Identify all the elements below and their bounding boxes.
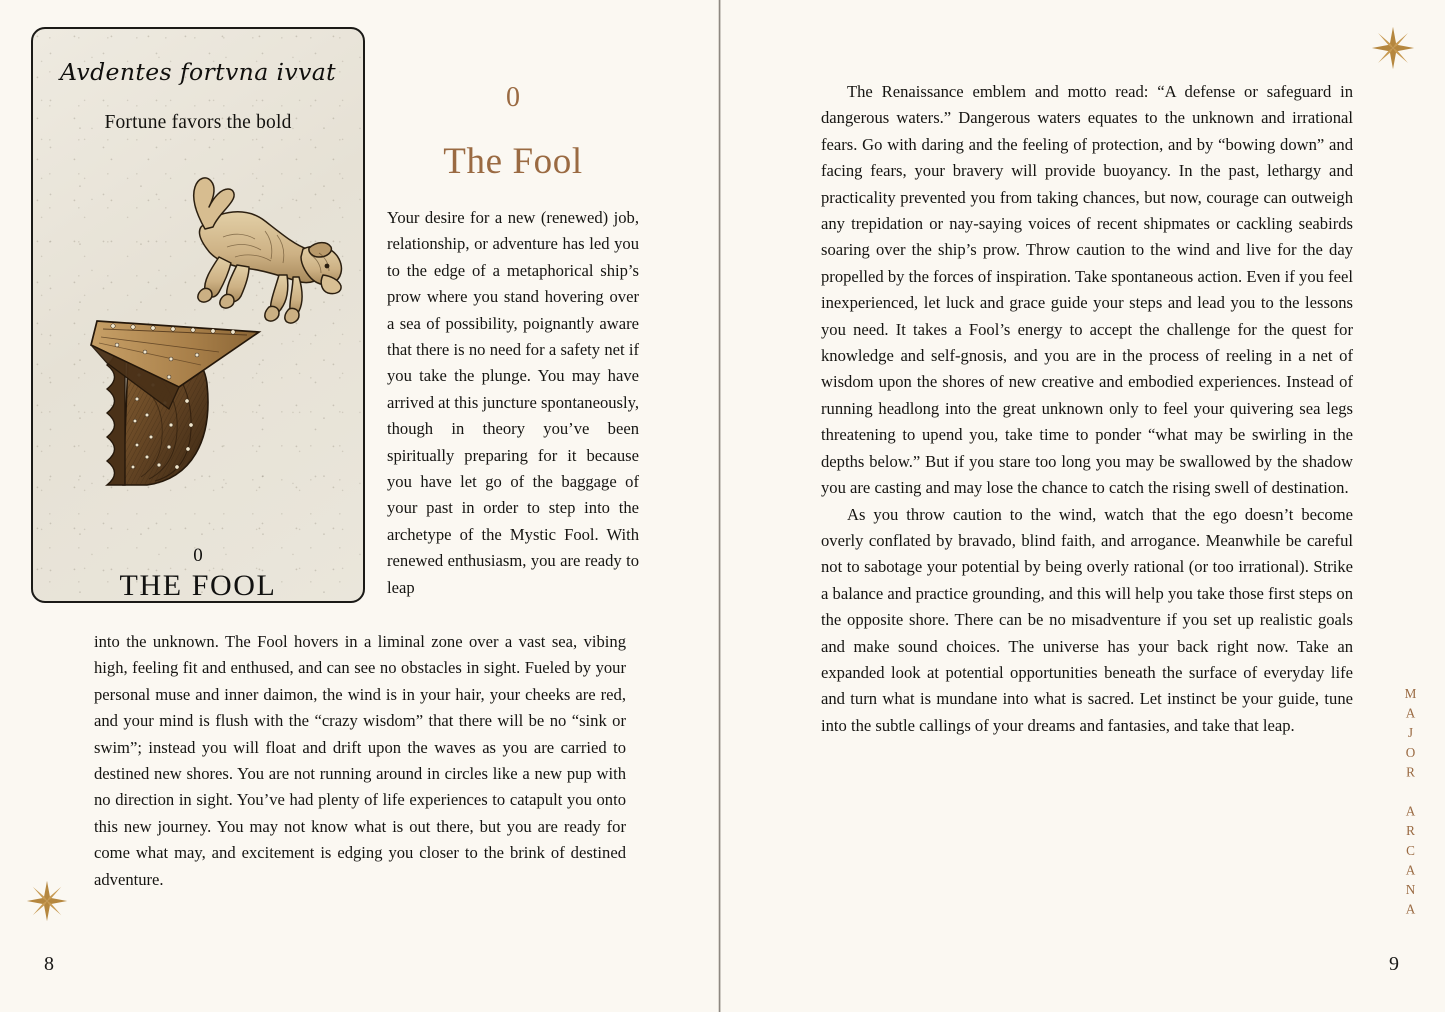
- right-page-body: [821, 79, 1353, 739]
- card-title: THE FOOL: [119, 569, 277, 602]
- body-paragraph-2: As you throw caution to the wind, watch that the ego doesn’t become overly conflated by bravado, blind faith, and arrogance. Meanwhile be careful not to sabotage your potential by being overly rational (or too irrational). Strike a balance and practice grounding, and this will help you take those first steps on the opposite shore. There can be no misadventure if you set up realistic goals and make sound choices. The universe has your back right now. Take an expanded look at potential opportunities beneath the surface of everyday life and turn what is mundane into what is sacred. Let instinct be your guide, tune into the subtle callings of your dreams and fantasies, and take that leap.: [821, 504, 1353, 735]
- tarot-card: [31, 27, 365, 603]
- eight-pointed-star-icon: [26, 880, 68, 922]
- card-motto-latin: Avdentes fortvna ivvat: [60, 58, 336, 86]
- body-paragraph-1: The Renaissance emblem and motto read: “A defense or safeguard in dangerous waters.” Dangerous waters equates to the unknown and irrational fears. Go with daring and the feeling of protection, and by “bowing down” and facing fears, your bravery will provide buoyancy. In the past, lethargy and practicality prevented you from taking chances, but now, courage can outweigh any trepidation or nay-saying voices of recent shipmates or cackling seabirds soaring over the ship’s prow. Throw caution to the wind and live for the day propelled by the forces of inspiration. Take spontaneous action. Even if you feel inexperienced, let luck and grace guide your steps and lead you to the lessons you need. It takes a Fool’s energy to accept the challenge for the quest for knowledge and self-gnosis, and you are in the process of reeling in a net of wisdom upon the shores of new creative and embodied experiences. Instead of running headlong into the great unknown only to feel your quivering sea legs threatening to upend you, take time to ponder “what may be swirling in the depths below.” But if you stare too long you may be swallowed by the shadow you are casting and may lose the chance to catch the rising swell of destination.: [821, 82, 1353, 498]
- running-head-major-arcana: MAJOR ARCANA: [1403, 686, 1418, 922]
- card-motto-english: Fortune favors the bold: [104, 112, 292, 133]
- intro-paragraph-full-width: into the unknown. The Fool hovers in a liminal zone over a vast sea, vibing high, feeling fit and enthused, and can see no obstacles in sight. Fueled by your personal muse and inner daimon, the wind is in your hair, your cheeks are red, and your mind is flush with the “crazy wisdom” that there will be no “sink or swim”; instead you will float and drift upon the waves as you are carried to destined new shores. You are not running around in circles like a new pup with no direction in sight. You’ve had plenty of life experiences to catapult you onto this new journey. You may not know what is out there, but you are ready for come what may, and excitement is edging you closer to the brink of destined adventure.: [94, 632, 626, 889]
- dog-eye: [325, 264, 330, 269]
- eight-pointed-star-icon: [1371, 26, 1415, 70]
- right-page: [721, 0, 1445, 1012]
- left-page: [0, 0, 718, 1012]
- page-number-right: 9: [1389, 953, 1399, 975]
- page-number-left: 8: [44, 953, 54, 975]
- dog-leaping-from-ship-prow-illustration: [51, 149, 351, 499]
- chapter-number: 0: [506, 82, 520, 113]
- card-number: 0: [193, 545, 203, 566]
- page-title: The Fool: [443, 141, 583, 182]
- intro-paragraph-narrow-column: Your desire for a new (renewed) job, relationship, or adventure has led you to the edge of a metaphorical ship’s prow where you stand hovering over a sea of possibility, poignantly aware that there is no need for a safety net if you take the plunge. You may have arrived at this juncture spontaneously, though in theory you’ve been spiritually preparing for it because you have let go of the baggage of your past in order to step into the archetype of the Mystic Fool. With renewed enthusiasm, you are ready to leap: [387, 208, 639, 597]
